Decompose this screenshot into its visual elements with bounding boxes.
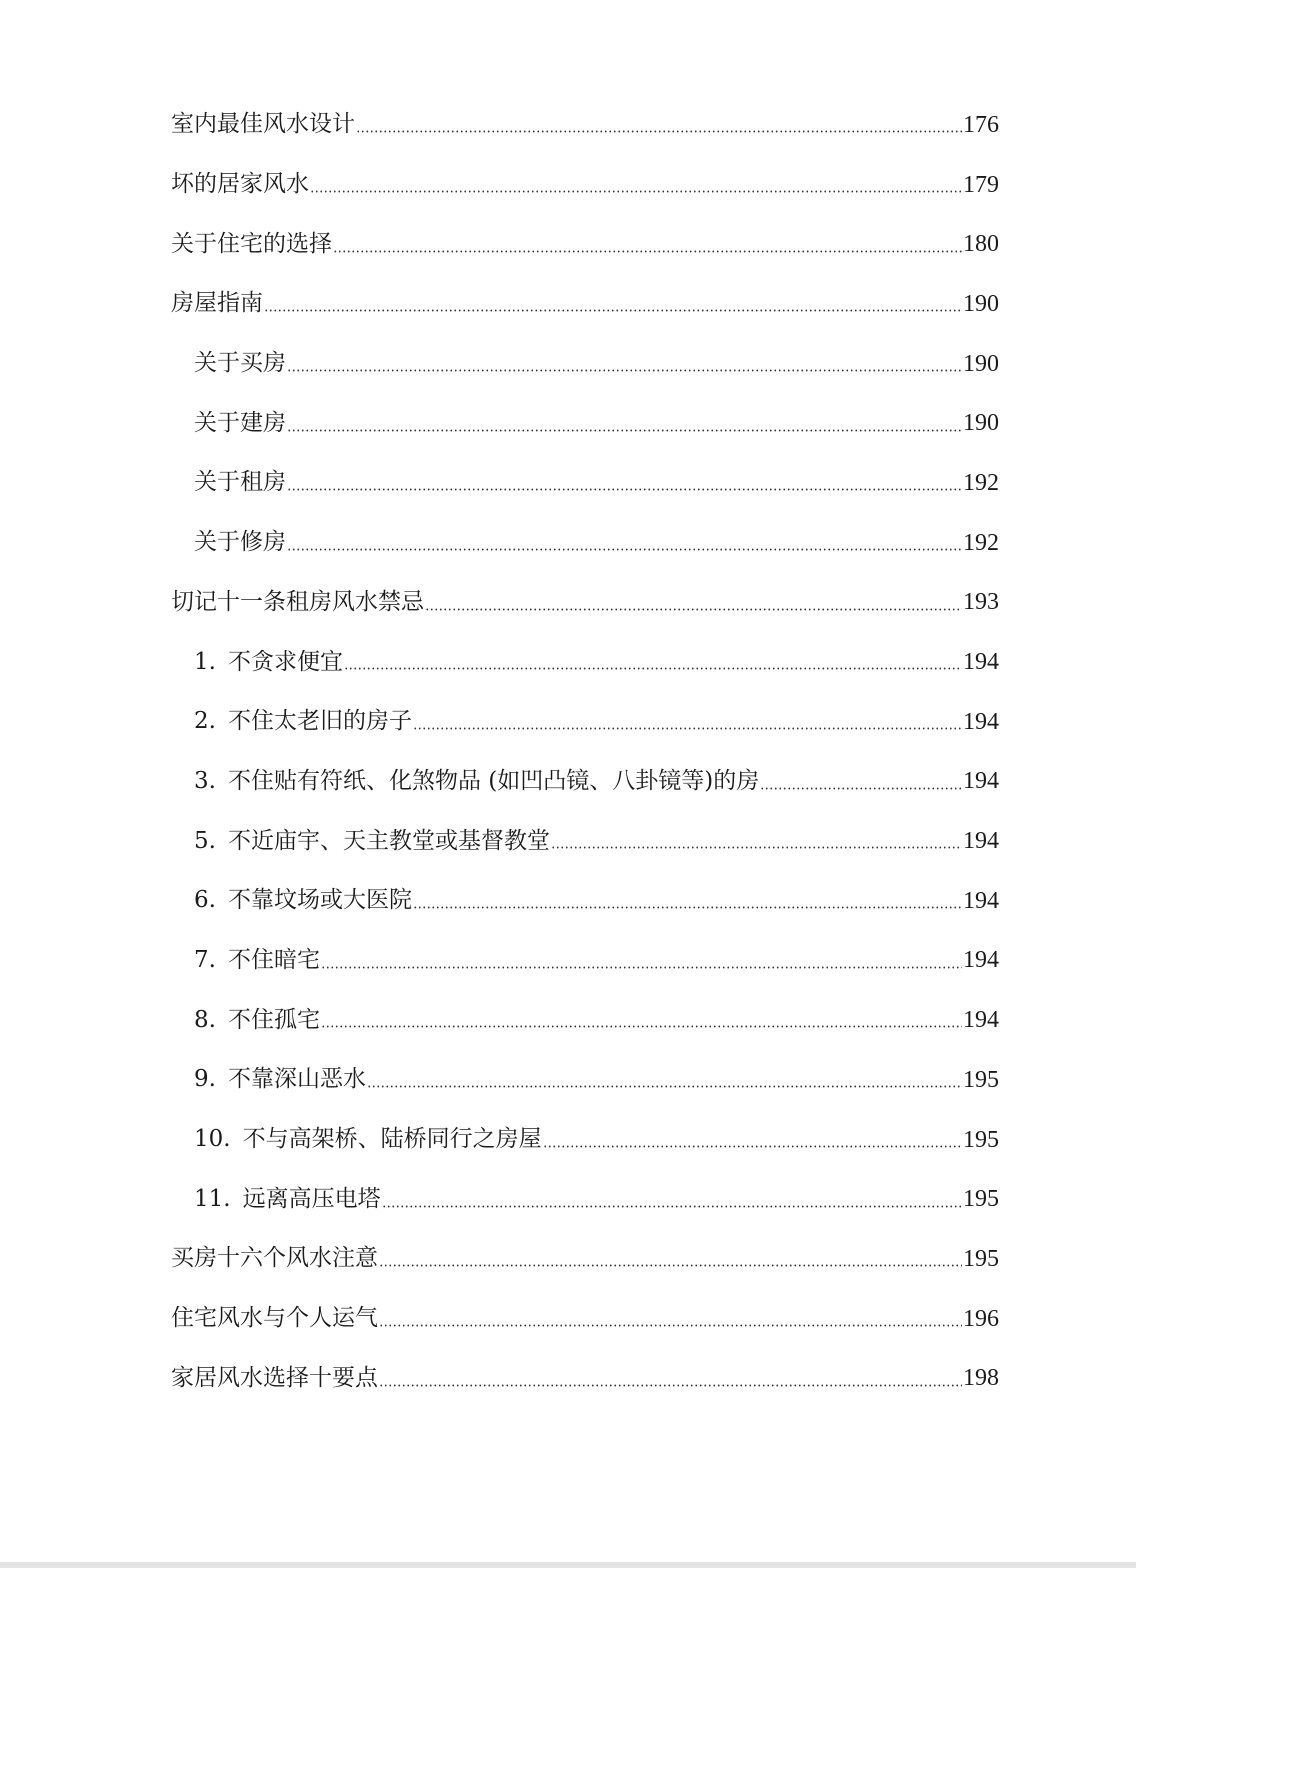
toc-subentry[interactable] (171, 632, 999, 692)
toc-entry-page-number: 196 (963, 1305, 999, 1332)
toc-entry-page-number: 193 (963, 589, 999, 616)
toc-subentry[interactable] (171, 811, 999, 871)
dot-leader (413, 710, 962, 733)
dot-leader (287, 352, 962, 375)
toc-entry-title: 不住孤宅 (227, 1006, 320, 1033)
toc-entry-number: 7. (194, 946, 216, 973)
toc-entry-number: 10. (194, 1126, 231, 1153)
dot-leader (264, 292, 962, 315)
dot-leader (382, 1188, 962, 1211)
toc-entry-title: 不靠坟场或大医院 (227, 887, 412, 914)
toc-subentry[interactable] (171, 334, 999, 394)
toc-entry-title: 不住太老旧的房子 (227, 708, 412, 735)
dot-leader (551, 830, 962, 853)
toc-entry[interactable] (171, 1229, 999, 1289)
toc-entry-page-number: 192 (963, 529, 999, 556)
dot-leader (333, 233, 962, 256)
toc-entry-page-number: 195 (963, 1126, 999, 1153)
toc-entry-title: 不近庙宇、天主教堂或基督教堂 (227, 827, 550, 854)
toc-entry[interactable] (171, 214, 999, 274)
toc-entry-title: 关于租房 (194, 469, 286, 496)
dot-leader (379, 1247, 962, 1270)
toc-entry-page-number: 192 (963, 469, 999, 496)
toc-entry[interactable] (171, 274, 999, 334)
toc-entry-title: 切记十一条租房风水禁忌 (171, 588, 424, 615)
toc-entry-number: 5. (194, 827, 216, 854)
toc-subentry[interactable] (171, 692, 999, 752)
toc-entry-title: 不住暗宅 (227, 946, 320, 973)
toc-entry[interactable] (171, 1289, 999, 1349)
toc-entry-title: 坏的居家风水 (171, 171, 309, 198)
toc-entry-number: 3. (194, 767, 216, 794)
toc-entry-title: 关于建房 (194, 409, 286, 436)
toc-entry-page-number: 194 (963, 649, 999, 676)
toc-entry-page-number: 194 (963, 828, 999, 855)
dot-leader (321, 949, 962, 972)
toc-subentry[interactable] (171, 1110, 999, 1170)
toc-entry-title: 住宅风水与个人运气 (171, 1305, 378, 1332)
dot-leader (344, 651, 962, 674)
toc-entry-page-number: 179 (963, 171, 999, 198)
toc-entry-page-number: 194 (963, 708, 999, 735)
toc-entry-page-number: 180 (963, 231, 999, 258)
toc-entry-page-number: 198 (963, 1365, 999, 1392)
toc-subentry[interactable] (171, 871, 999, 931)
toc-entry-title: 不与高架桥、陆桥同行之房屋 (242, 1126, 542, 1153)
toc-subentry[interactable] (171, 513, 999, 573)
toc-entry-page-number: 190 (963, 290, 999, 317)
dot-leader (287, 471, 962, 494)
toc-subentry[interactable] (171, 990, 999, 1050)
page-bottom-edge (0, 1562, 1136, 1568)
toc-entry-page-number: 190 (963, 410, 999, 437)
toc-subentry[interactable] (171, 931, 999, 991)
dot-leader (760, 770, 962, 793)
dot-leader (287, 531, 962, 554)
toc-entry-title: 关于买房 (194, 350, 286, 377)
toc-entry-number: 9. (194, 1066, 216, 1093)
table-of-contents (171, 95, 999, 1408)
toc-subentry[interactable] (171, 1050, 999, 1110)
toc-entry[interactable] (171, 1348, 999, 1408)
toc-entry-page-number: 194 (963, 1007, 999, 1034)
toc-entry-title: 不靠深山恶水 (227, 1066, 366, 1093)
toc-subentry[interactable] (171, 1169, 999, 1229)
toc-entry-title: 不住贴有符纸、化煞物品 (如凹凸镜、八卦镜等)的房 (227, 767, 760, 794)
dot-leader (356, 113, 962, 136)
toc-entry-title: 关于住宅的选择 (171, 230, 332, 257)
toc-subentry[interactable] (171, 752, 999, 812)
dot-leader (310, 173, 962, 196)
toc-entry[interactable] (171, 95, 999, 155)
toc-entry-page-number: 195 (963, 1186, 999, 1213)
dot-leader (413, 889, 962, 912)
toc-entry-number: 1. (194, 648, 216, 675)
toc-subentry[interactable] (171, 453, 999, 513)
dot-leader (287, 412, 962, 435)
dot-leader (379, 1367, 962, 1390)
toc-entry-number: 11. (194, 1185, 231, 1212)
toc-entry-title: 关于修房 (194, 529, 286, 556)
dot-leader (379, 1307, 962, 1330)
toc-entry-title: 远离高压电塔 (242, 1185, 381, 1212)
toc-entry-page-number: 195 (963, 1066, 999, 1093)
dot-leader (321, 1009, 962, 1032)
dot-leader (543, 1128, 962, 1151)
toc-entry-page-number: 194 (963, 768, 999, 795)
toc-entry-page-number: 176 (963, 111, 999, 138)
toc-entry-title: 家居风水选择十要点 (171, 1364, 378, 1391)
toc-entry[interactable] (171, 573, 999, 633)
toc-entry-number: 2. (194, 708, 216, 735)
dot-leader (367, 1068, 962, 1091)
toc-entry-number: 8. (194, 1006, 216, 1033)
toc-subentry[interactable] (171, 393, 999, 453)
toc-entry[interactable] (171, 155, 999, 215)
toc-entry-title: 不贪求便宜 (227, 648, 343, 675)
toc-entry-page-number: 194 (963, 887, 999, 914)
toc-entry-page-number: 195 (963, 1245, 999, 1272)
toc-entry-title: 买房十六个风水注意 (171, 1245, 378, 1272)
toc-entry-page-number: 190 (963, 350, 999, 377)
toc-entry-title: 室内最佳风水设计 (171, 111, 355, 138)
dot-leader (425, 591, 962, 614)
toc-entry-page-number: 194 (963, 947, 999, 974)
toc-entry-number: 6. (194, 887, 216, 914)
toc-entry-title: 房屋指南 (171, 290, 263, 317)
